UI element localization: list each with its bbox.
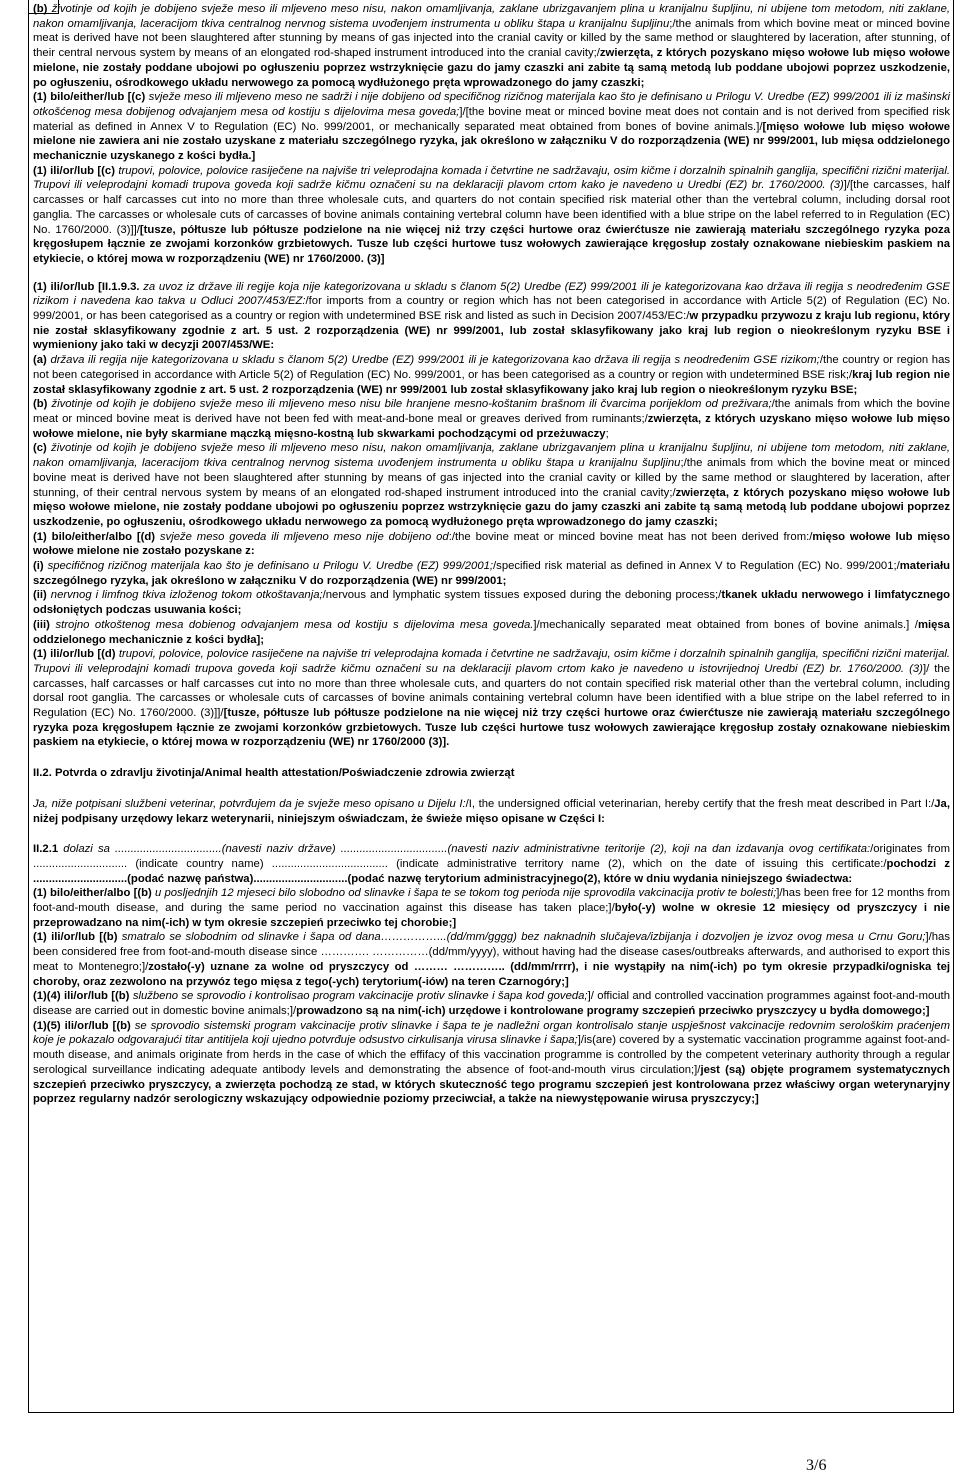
text-segment: Uredbe (EZ) 999/2001 ili iz mašinski otkošćenog mesa dobijenog odvajanjem mesa od kostiju s dijelovima mesa goveda; <box>33 91 950 118</box>
text-segment: svježe meso goveda ili mljeveno meso nije dobijeno od <box>159 530 449 543</box>
text-segment: ]/mechanically separated meat obtained from bones of bovine animals.] / <box>533 618 918 631</box>
paragraph <box>33 353 950 397</box>
text-segment: ]/[the carcasses, half carcasses or half carcasses cut into no more than three wholesale cuts, and quarters do not contain specified risk material other than the vertebral column, including dorsal root ganglia. The carcasses or wholesale cuts of carcasses of bovine animals containing vertebral column have been identified with a blue stripe on the label referred to in Regulation (EC) No. 1760/2000. (3)]]/ <box>33 179 950 236</box>
paragraph <box>33 647 950 750</box>
text-segment: (1)(5) ili/or/lub [(b) <box>33 1019 135 1032</box>
text-segment: kraj lub region nie został sklasyfikowany zgodnie z art. 5 ust. 2 rozporządzenia (WE) nr 999/2001 lub został sklasyfikowany jako kraj lub region o nieokreślonym ryzyku BSE; <box>33 368 950 396</box>
text-segment: službeno se sprovodio i kontrolisao program vakcinacije protiv slinavke i šapa kod goveda; <box>132 990 588 1003</box>
text-segment: (b) <box>33 398 52 411</box>
paragraph <box>33 1019 950 1107</box>
text-segment: ; <box>605 427 609 440</box>
text-segment: (1) bilo/either/lub [(c) <box>33 91 149 104</box>
text-segment: ;/the animals from which bovine meat or minced bovine meat is derived have not been slaughtered after stunning by means of gas injected into the cranial cavity or killed by the same method or slaughtered by laceration, after stunning, of their central nervous system by means of an elongated rod-shaped instrument introduced into the cranial cavity;/ <box>33 17 951 60</box>
text-segment: ;/the animals from which the bovine meat or minced bovine meat is derived have not been slaughtered after stunning by means of gas injected into the cranial cavity or killed by the same method or slaughtered by laceration, after stunning, of their central nervous system by means of an elongated rod-shaped instrument introduced into the cranial cavity;/ <box>33 457 950 499</box>
text-segment: Ja, niže potpisani službeni veterinar, potvrđujem da je svježe meso opisano u Dijelu I: <box>33 797 466 810</box>
paragraph <box>33 90 950 164</box>
text-segment: zwierzęta, z których uzyskano mięso wołowe lub mięso wołowe mielone, nie były skarmiane mączką mięsno-kostną lub skwarkami pochodzącymi od przeżuwaczy <box>33 412 950 440</box>
text-segment: zwierzęta, z których pozyskano mięso wołowe lub mięso wołowe mielone, nie zostały poddane ubojowi po ogłuszeniu poprzez wstrzyknięcie gazu do jamy czaszki ani zabite tą samą metodą lub poddane ubojowi poprzez uszkodzenie, po ogłuszeniu, ośrodkowego układu nerwowego za pomocą wydłużonego pręta wprowadzonego do jamy czaszki; <box>33 486 950 528</box>
text-segment: (1) ili/or/lub [(b) <box>33 931 122 944</box>
text-segment: zwierzęta, z których pozyskano mięso wołowe lub mięso wołowe mielone, nie zostały poddane ubojowi po ogłuszeniu poprzez wstrzyknięcie gazu do jamy czaszki ani zabite tą samą metodą lub poddane ubojowi poprzez uszkodzenie, po ogłuszeniu, ośrodkowego układu nerwowego za pomocą wydłużonego pręta wprowadzonego do jamy czaszki; <box>33 47 950 89</box>
text-segment: :/the bovine meat or minced bovine meat has not been derived from:/ <box>448 530 813 543</box>
paragraph <box>33 280 950 354</box>
text-segment: [tusze, półtusze lub półtusze podzielone na nie więcej niż trzy części hurtowe oraz ćwierćtusze nie zawierają materiału szczególnego ryzyka poza kręgosłupem łącznie ze zwojami korzonków grzbietowych. Tusze lub części hurtowe tusz wołowych zawierające kręgosłup zostały oznakowane niebieskim paskiem na etykiecie, o której mowa w rozporządzeniu (WE) nr 1760/2000 (3)]. <box>33 707 950 749</box>
text-segment: (1) bilo/either/albo [(d) <box>33 530 160 543</box>
paragraph <box>33 842 950 886</box>
text-segment: pochodzi z ..............................(podać nazwę państwa)..............................(podać nazwę terytorium administracyjnego(2), które w dniu wydania niniejszego świadectwa: <box>33 857 950 885</box>
text-segment: /the animals from which the bovine meat or minced bovine meat is derived have not been fed with meat-and-bone meal or greaves derived from ruminants;/ <box>33 398 950 425</box>
text-segment: (b) <box>33 3 52 15</box>
text-segment: trupovi, polovice, polovice rasiječene na najviše tri veleprodajna komada i četvrtine ne sadržavaju, osim kičme i dorzalnih spinalnih ganglija, specifični rizični materijal. Trupovi ili veleprodajni komadi trupova goveda koji sadrže kičmu označeni su na deklaraciji plavom crtom kako je navedeno u Uredbi (EZ) br. 1760/2000. (3) <box>33 164 950 192</box>
text-segment: /the country or region has not been categorised in accordance with Article 5(2) of Regulation (EC) No. 999/2001, or has been categorised as a country or region with undetermined BSE risk;/ <box>33 354 951 381</box>
text-segment: trupovi, polovice, polovice rasiječene na najviše tri veleprodajna komada i četvrtine ne sadržavaju, osim kičme i dorzalnih spinalnih ganglija, specifični rizični materijal. Trupovi ili veleprodajni komadi trupova goveda koji sadrže kičmu označeni su na deklaraciji plavom crtom kako je navedeno u istovrijednoj Uredbi (EZ) br. 1760/2000. (3) <box>33 648 950 675</box>
text-segment: /specified risk material as defined in Annex V to Regulation (EC) No. 999/2001;/ <box>493 560 900 573</box>
paragraph <box>33 618 950 647</box>
text-segment: (iii) <box>33 618 56 631</box>
text-segment: materiału szczególnego ryzyka, jak określono w załączniku V do rozporządzenia (WE) nr 999/2001; <box>33 560 950 587</box>
text-segment: mięso wołowe lub mięso wołowe mielone nie zostało pozyskane z: <box>33 530 950 558</box>
text-segment: smatralo se slobodnim od slinavke i šapa od dana……………...(dd/mm/gggg) bez naknadnih slučajeva/izbijanja i dozvoljen je izvoz ovog mesa u Crnu Goru; <box>121 931 926 944</box>
paragraph <box>33 930 950 989</box>
paragraph <box>33 886 950 930</box>
text-segment: (a) <box>33 354 51 367</box>
text-segment: /for imports from a country or region which has not been categorised in accordance with Article 5(2) of Regulation (EC) No. 999/2001, or has been categorised as a country or region with undetermined BSE risk and listed as such in Decision 2007/453/EC:/ <box>33 295 950 323</box>
paragraph <box>33 559 950 588</box>
text-segment: životinje od kojih je dobijeno svježe meso ili mljeveno meso nisu, nakon omamljivanja, zaklane ubrizgavanjem plina u kranijalnu šupljinu, ni ubijene tom metodom, niti zaklane, nakon omamljivanja, laceracijom tkiva centralnog nervnog sistema uvođenjem instrumenta u obliku štapa u kranijalnu šupljinu <box>33 3 950 30</box>
text-segment: mięsa oddzielonego mechanicznie z kości bydła]; <box>33 618 950 646</box>
text-segment: /nervous and lymphatic system tissues exposed during the deboning process;/ <box>322 589 722 602</box>
text-segment: prowadzono są na nim(-ich) urzędowe i kontrolowane programy szczepień przeciwko pryszczycy u bydła domowego;] <box>296 1005 930 1017</box>
certificate-body <box>33 2 950 1107</box>
text-segment: ]/ official and controlled vaccination programmes against foot-and-mouth disease are carried out in domestic bovine animals;]/ <box>33 990 950 1017</box>
text-segment: tkanek układu nerwowego i limfatycznego odsłoniętych podczas usuwania kości; <box>33 589 951 617</box>
text-segment: ]/has been free for 12 months from foot-and-mouth disease, and during the same period no vaccination against this disease has taken place;]/ <box>33 887 950 915</box>
text-segment: životinje od kojih je dobijeno svježe meso ili mljeveno meso nisu, nakon omamljivanja, zaklane ubrizgavanjem plina u kranijalnu šupljinu, ni ubijene tom metodom, niti zaklane, nakon omamljivanja, laceracijom tkiva centralnog nervnog sistema uvođenjem instrumenta u obliku štapa u kranijalnu šupljinu <box>33 442 950 470</box>
text-segment: ]/has been considered free from foot-and-mouth disease since …………. ……………(dd/mm/yyyy), without having had the disease cases/outbreaks afterwards, and authorised to export this meat to Montenegro;]/ <box>33 931 950 973</box>
text-segment: ]/ the carcasses, half carcasses or half carcasses cut into no more than three wholesale cuts, and quarters do not contain specified risk material other than the vertebral column, including dorsal root ganglia. The carcasses or wholesale cuts of carcasses of bovine animals containing vertebral column have been identified with a blue stripe on the label referred to in Regulation (EC) No. 1760/2000. (3)]]/ <box>33 662 951 720</box>
paragraph <box>33 164 950 267</box>
text-segment: svježe meso ili mljeveno meso ne sadrži i nije dobijeno od specifičnog rizičnog materijala kao što je definisano u Prilogu V. <box>148 91 768 104</box>
text-segment: nervnog i limfnog tkiva izloženog tokom otkoštavanja; <box>50 589 323 602</box>
text-segment: (1) ili/or/lub [(d) <box>33 648 119 661</box>
text-segment: (1) bilo/either/albo [(b) <box>33 887 155 900</box>
text-segment: specifičnog rizičnog materijala kao što je definisano u Prilogu V. Uredbe (EZ) 999/2001; <box>47 560 494 573</box>
text-segment: w przypadku przywozu z kraju lub regionu, który nie został sklasyfikowany zgodnie z art. 5 ust. 2 rozporządzenia (WE) nr 999/2001, lub został sklasyfikowany jako kraj lub region o nieokreślonym ryzyku BSE i wymieniony jako taki w decyzji 2007/453/WE: <box>33 310 950 352</box>
paragraph <box>33 989 950 1018</box>
text-segment: (1) ili/or/lub [II.1.9.3. <box>33 280 144 293</box>
text-segment: dolazi sa ..................................(navesti naziv države) ..................................(navesti naziv administrativne teritorije (2), koji na dan izdavanja ovog certifikata: <box>63 843 871 856</box>
text-segment: životinje od kojih je dobijeno svježe meso ili mljeveno meso nisu bile hranjene mesno-koštanim brašnom ili čvarcima porijeklom od preživara; <box>51 398 772 411</box>
text-segment: država ili regija nije kategorizovana u skladu s članom 5(2) Uredbe (EZ) 999/2001 ili je kategorizovana kao država ili regija s neodređenim GSE rizikom; <box>50 354 820 367</box>
text-segment: u posljednjih 12 mjeseci bilo slobodno od slinavke i šapa te se tokom tog perioda nije sprovodila vakcinacija protiv te bolesti; <box>154 887 777 900</box>
text-segment: za uvoz iz države ili regije koja nije kategorizovana u skladu s članom 5(2) Uredbe (EZ) 999/2001 ili je kategorizovana kao država ili regija s neodređenim GSE rizikom i navedena kao takva u Odluci 2007/453/EZ: <box>33 280 950 308</box>
text-segment: [mięso wołowe lub mięso wołowe mielone nie zawiera ani nie zostało uzyskane z materiału szczególnego ryzyka, jak określono w załączniku V do rozporządzenia (WE) nr 999/2001, lub mięsa oddzielonego mechanicznie uzyskanego z kości bydła.] <box>33 120 950 163</box>
text-segment: /originates from .............................. (indicate country name) ..................................... (indicate administrative territory name (2), which on the date of issuing this certificate:/ <box>33 843 950 870</box>
page-number: 3/6 <box>806 1457 827 1474</box>
text-segment: II.2. Potvrda o zdravlju životinja/Animal health attestation/Poświadczenie zdrowia zwierząt <box>33 767 515 780</box>
text-segment: ]/[the bovine meat or minced bovine meat does not contain and is not derived from specified risk material as defined in Annex V to Regulation (EC) No. 999/2001, or mechanically separated meat obtained from bones of bovine animals.]/ <box>33 105 951 133</box>
paragraph <box>33 397 950 441</box>
text-segment: (ii) <box>33 589 51 602</box>
text-segment: Ja, niżej podpisany urzędowy lekarz weterynarii, niniejszym oświadczam, że świeże mięso opisane w Części I: <box>33 797 950 825</box>
paragraph <box>33 588 950 617</box>
text-segment: [tusze, półtusze lub półtusze podzielone na nie więcej niż trzy części hurtowe oraz ćwierćtusze nie zawierają materiału szczególnego ryzyka poza kręgosłupem łącznie ze zwojami korzonków grzbietowych. Tusze lub części hurtowe tusz wołowych zawierające kręgosłup zostały oznakowane niebieskim paskiem na etykiecie, o której mowa w rozporządzeniu (WE) nr 1760/2000. (3)] <box>33 223 950 265</box>
text-segment: ]/is(are) covered by a systematic vaccination programme against foot-and-mouth disease, and animals originate from herds in the case of which the effifacy of this vaccination programme is controlled by the competent veterinary authority through a regular serological surveillance indicating adequate antibody levels and demonstrating the absence of foot-and-mouth virus circulation;]/ <box>33 1034 950 1076</box>
text-segment: jest (są) objęte programem systematycznych szczepień przeciwko pryszczycy, a zwierzęta pochodzą ze stad, w których skuteczność tego programu szczepień jest kontrolowana przez właściwy organ weterynaryjny poprzez regularny nadzór serologiczny wskazujący odpowiednie poziomy przeciwciał, a także na niewystępowanie wirusa pryszczycy;] <box>33 1063 950 1106</box>
paragraph <box>33 797 950 826</box>
text-segment: strojno otkoštenog mesa dobienog odvajanjem mesa od kostiju s dijelovima mesa goveda. <box>55 618 534 631</box>
text-segment: /I, the undersigned official veterinarian, hereby certify that the fresh meat described in Part I:/ <box>465 797 935 810</box>
paragraph <box>33 2 950 90</box>
text-segment: (c) <box>33 442 52 455</box>
paragraph <box>33 530 950 559</box>
text-segment: było(-y) wolne w okresie 12 miesięcy od pryszczycy i nie przeprowadzano na nim(-ich) w tym okresie szczepień przeciwko tej chorobie;] <box>33 902 950 929</box>
text-segment: II.2.1 <box>33 843 64 856</box>
text-segment: (1)(4) ili/or/lub [(b) <box>33 990 133 1003</box>
paragraph <box>33 441 950 529</box>
text-segment: (i) <box>33 560 48 573</box>
text-segment: zostało(-y) uznane za wolne od pryszczycy od ……… ………….. (dd/mm/rrrr), i nie wystąpiły na nim(-ich) po tym okresie przypadki/ogniska tej choroby, oraz zezwolono na przywóz tego mięsa z tego(-ych) terytorium(-iów) na teren Czarnogóry;] <box>33 960 950 988</box>
text-segment: se sprovodio sistemski program vakcinacije protiv slinavke i šapa te je nadležni organ kontrolisalo stanje uspješnost vakcinacije redovnim serološkim praćenjem koje je pokazalo odgovarajući titar antitijela koji ujedno potvrđuje odsustvo cirkulisanja virusa slinavke i šapa; <box>33 1019 950 1047</box>
paragraph <box>33 766 950 781</box>
text-segment: (1) ili/or/lub [(c) <box>33 164 119 177</box>
